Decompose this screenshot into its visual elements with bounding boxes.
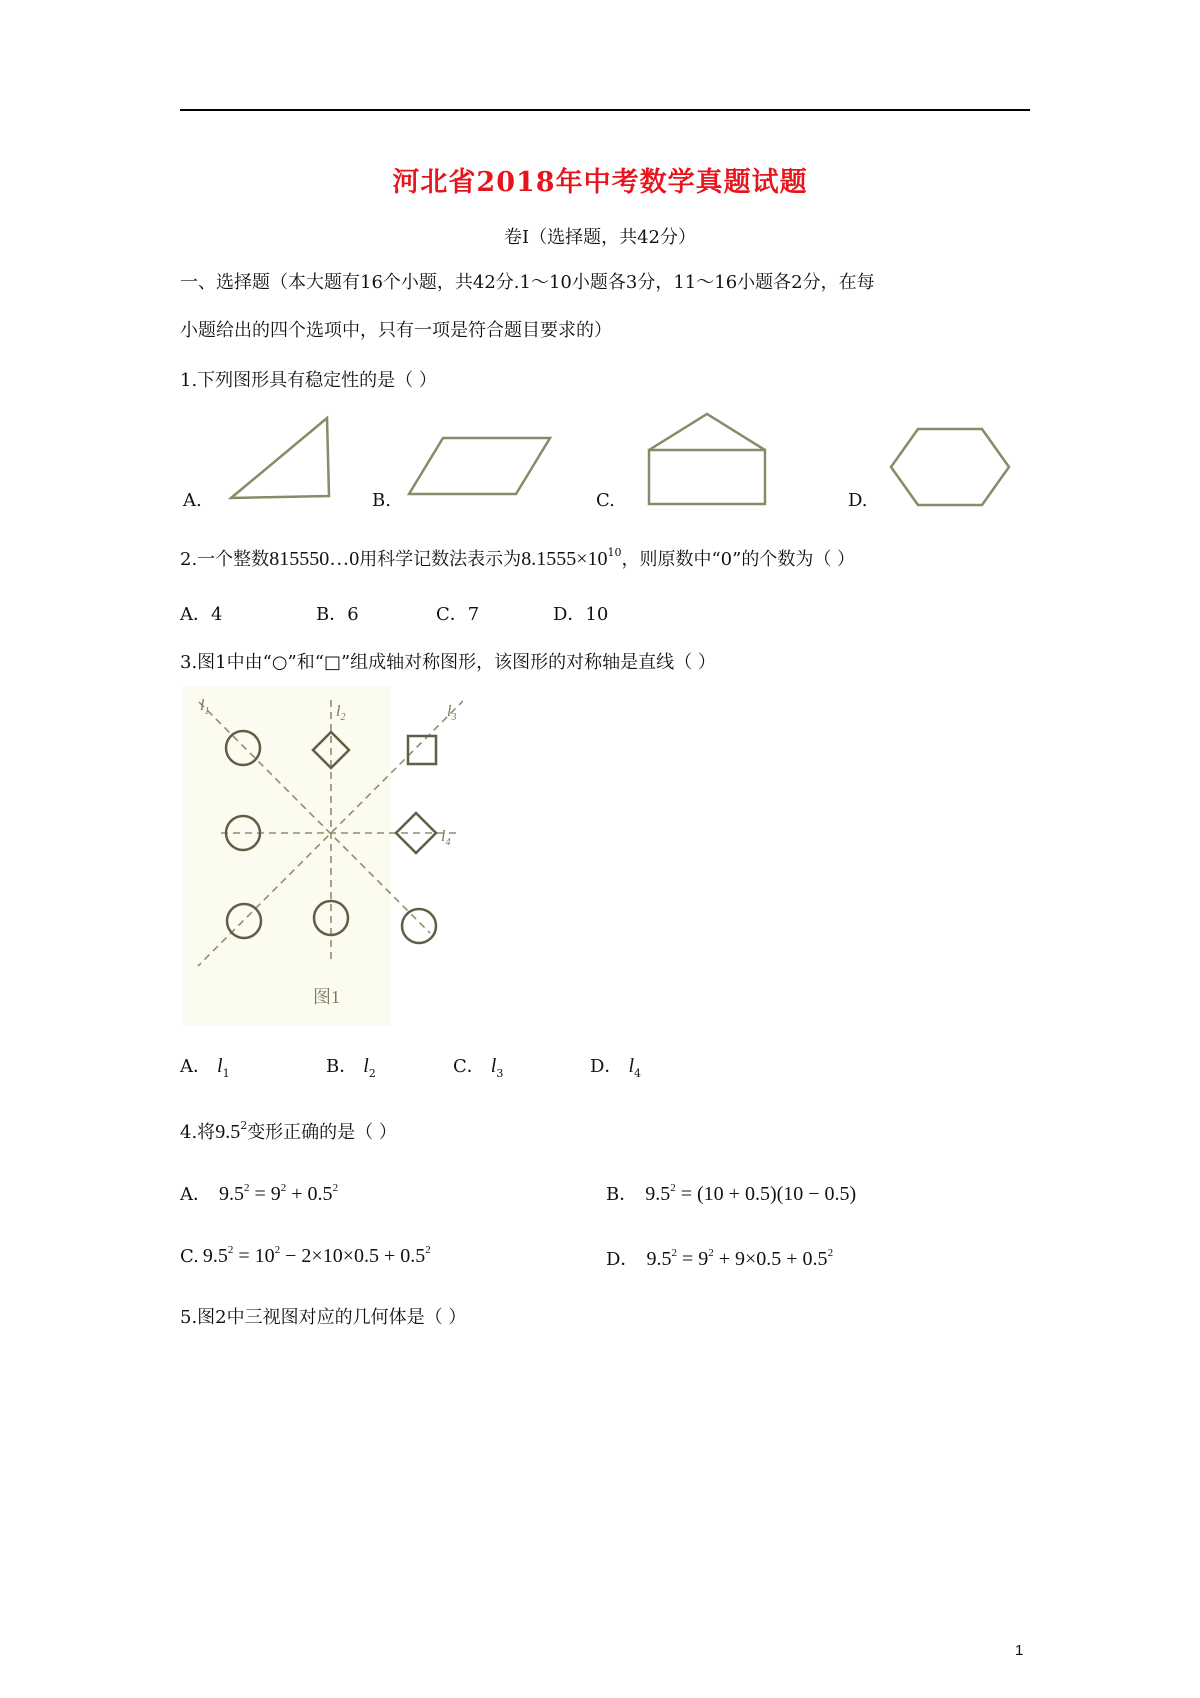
- q4-option-c: C. $9.5^2 = 10^2 - 2\times 10\times 0.5 + 0.5^2$: [180, 1244, 431, 1267]
- label-l2: $l_2$: [336, 703, 346, 723]
- q1-parallelogram-figure: [406, 434, 556, 500]
- q4-option-d: D． $9.5^2 = 9^2 + 9\times 0.5 + 0.5^2$: [606, 1247, 834, 1270]
- q1-house-figure: [645, 410, 769, 508]
- question-4-stem: 4.将$9.5^2$变形正确的是（ ）: [180, 1119, 397, 1143]
- q4-option-a: A． $9.5^2 = 9^2 + 0.5^2$: [180, 1182, 339, 1205]
- q3-option-d: D． $l_4$: [590, 1055, 641, 1080]
- q2-stem-suffix: ，则原数中“0”的个数为（ ）: [621, 549, 856, 570]
- q2-option-c: C．7: [436, 604, 480, 625]
- figure-1-symmetry-diagram: [183, 686, 463, 1026]
- document-title: 河北省2018年中考数学真题试题: [392, 167, 808, 198]
- page-number: 1: [1015, 1642, 1024, 1659]
- q2-number: 815550…0: [269, 548, 360, 570]
- q1-hexagon-figure: [888, 426, 1012, 508]
- q2-scientific-exponent: 10: [607, 546, 622, 559]
- section-instructions-line1: 一、选择题（本大题有16个小题，共42分.1～10小题各3分，11～16小题各2分，在每: [180, 272, 875, 293]
- square-top-right: [408, 736, 436, 764]
- section-instructions-line2: 小题给出的四个选项中，只有一项是符合题目要求的）: [180, 320, 612, 341]
- q2-option-b: B．6: [316, 604, 359, 625]
- q2-option-a: A．4: [180, 604, 223, 625]
- label-l1: $l_1$: [200, 697, 210, 717]
- q2-stem-prefix: 2.一个整数: [180, 549, 270, 570]
- q1-option-c-label: C.: [596, 490, 615, 511]
- q1-option-b-label: B.: [372, 490, 391, 511]
- question-5-stem: 5.图2中三视图对应的几何体是（ ）: [180, 1307, 467, 1328]
- circle-bottom-right: [402, 909, 436, 943]
- header-rule: [180, 109, 1030, 111]
- question-3-stem: 3.图1中由“○”和“□”组成轴对称图形，该图形的对称轴是直线（ ）: [180, 652, 716, 673]
- q2-stem-mid: 用科学记数法表示为: [359, 549, 522, 570]
- section-subtitle: 卷Ⅰ（选择题，共42分）: [503, 227, 696, 248]
- q3-option-b: B． $l_2$: [326, 1055, 376, 1080]
- label-l3: $l_3$: [447, 703, 457, 723]
- q1-option-a-label: A.: [183, 490, 202, 511]
- q1-triangle-figure: [228, 412, 338, 504]
- q4-option-b: B． $9.5^2 = (10 + 0.5)(10 - 0.5)$: [606, 1182, 857, 1205]
- q2-scientific-base: 8.1555×10: [521, 548, 608, 570]
- question-1-stem: 1.下列图形具有稳定性的是（ ）: [180, 370, 437, 391]
- q2-option-d: D．10: [553, 604, 609, 625]
- q1-option-d-label: D.: [848, 490, 868, 511]
- question-2-stem: [180, 545, 855, 571]
- q3-option-c: C． $l_3$: [453, 1055, 504, 1080]
- q3-option-a: A． $l_1$: [180, 1055, 230, 1080]
- label-l4: $l_4$: [441, 828, 451, 848]
- figure-1-caption: 图1: [313, 987, 340, 1007]
